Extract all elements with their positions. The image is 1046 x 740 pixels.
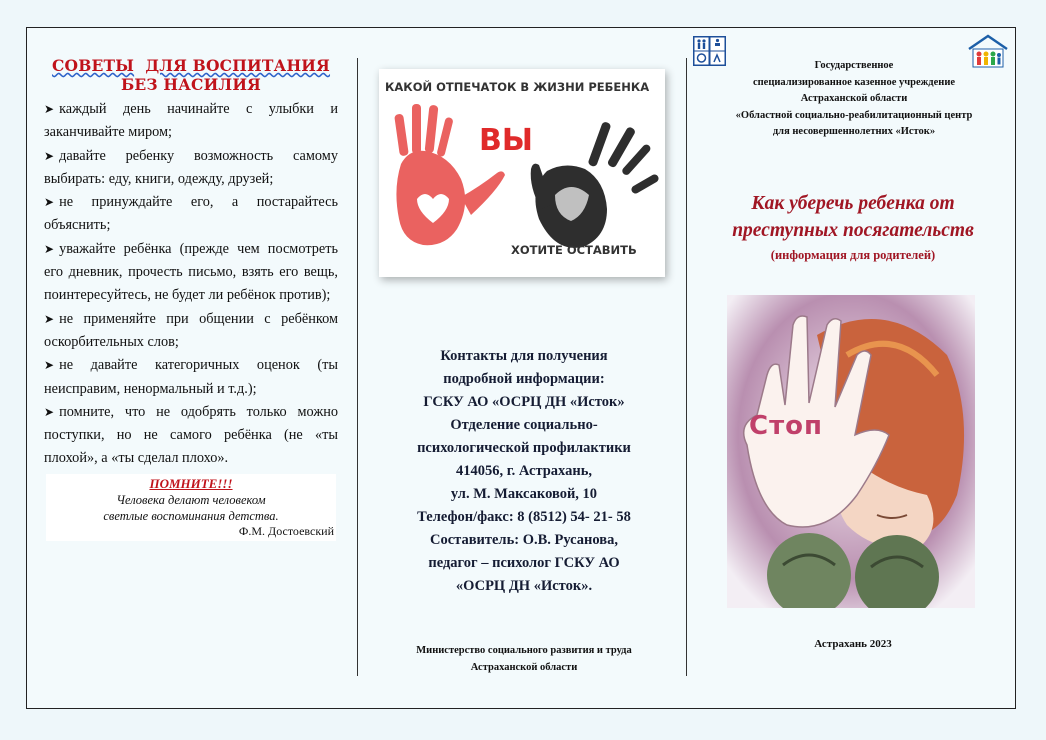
arrow-bullet-icon: ➤ [44, 404, 55, 419]
quote-text: Человека делают человеком светлые воспоминания детства. [103, 492, 279, 523]
stop-word: Стоп [749, 411, 823, 441]
image-caption-bottom: ХОТИТЕ ОСТАВИТЬ [511, 243, 637, 257]
remember-heading: ПОМНИТЕ!!! [149, 475, 233, 491]
arrow-bullet-icon: ➤ [44, 102, 55, 116]
organization-header: Государственное специализированное казенное учреждение Астраханской области «Областной социально-реабилитационный центр для несовершеннолетних «Исток» [735, 60, 973, 137]
stop-hand-image [727, 295, 975, 608]
arrow-bullet-icon: ➤ [44, 311, 55, 326]
arrow-bullet-icon: ➤ [44, 148, 55, 163]
column-divider [686, 58, 687, 676]
list-item: ➤ не применяйте при общении с ребёнком оскорбительных слов; [44, 310, 338, 350]
advice-title: СОВЕТЫ ДЛЯ ВОСПИТАНИЯ БЕЗ НАСИЛИЯ [51, 56, 331, 94]
advice-list [44, 98, 338, 471]
list-item: ➤ давайте ребенку возможность самому выбирать: еду, книги, одежду, друзей; [44, 147, 338, 187]
advice-column [44, 56, 338, 541]
list-item: ➤ каждый день начинайте с улыбки и заканчивайте миром; [44, 101, 338, 141]
list-item: ➤ не принуждайте его, а постарайтесь объяснить; [44, 194, 338, 234]
handprint-image [379, 69, 665, 277]
list-item: ➤ помните, что не одобрять только можно поступки, но не самого ребёнка (не «ты плохой», а «ты сделал плохо». [44, 403, 338, 467]
column-divider [357, 58, 358, 676]
list-item: ➤ уважайте ребёнка (прежде чем посмотреть его дневник, прочесть письмо, взять его вещь, поинтересуйтесь, не будет ли ребёнок против); [44, 240, 338, 304]
stop-hand-illustration [727, 295, 975, 608]
quote-box [46, 474, 336, 541]
image-caption-top: КАКОЙ ОТПЕЧАТОК В ЖИЗНИ РЕБЕНКА [385, 80, 650, 94]
brochure-subtitle: (информация для родителей) [770, 248, 936, 262]
contacts-block: Контакты для получения подробной информации: ГСКУ АО «ОСРЦ ДН «Исток» Отделение социально- психологической профилактики 414056, г. Астрахань, ул. М. Максаковой, 10 Телефон/факс: 8 (8512) 54- 21- 58 Составитель: О.В. Русанова, педагог – психолог ГСКУ АО «ОСРЦ ДН «Исток». [417, 348, 631, 594]
arrow-bullet-icon: ➤ [44, 241, 55, 256]
quote-author: Ф.М. Достоевский [238, 523, 334, 538]
ministry-footer: Министерство социального развития и труда Астраханской области [416, 645, 632, 673]
arrow-bullet-icon: ➤ [44, 358, 55, 373]
city-year: Астрахань 2023 [814, 638, 892, 650]
image-word-vy: ВЫ [479, 123, 533, 158]
list-item: ➤ не давайте категоричных оценок (ты неисправим, ненормальный и т.д.); [44, 357, 338, 397]
brochure-title: Как уберечь ребенка от преступных посягательств [732, 193, 974, 241]
arrow-bullet-icon: ➤ [44, 195, 55, 210]
